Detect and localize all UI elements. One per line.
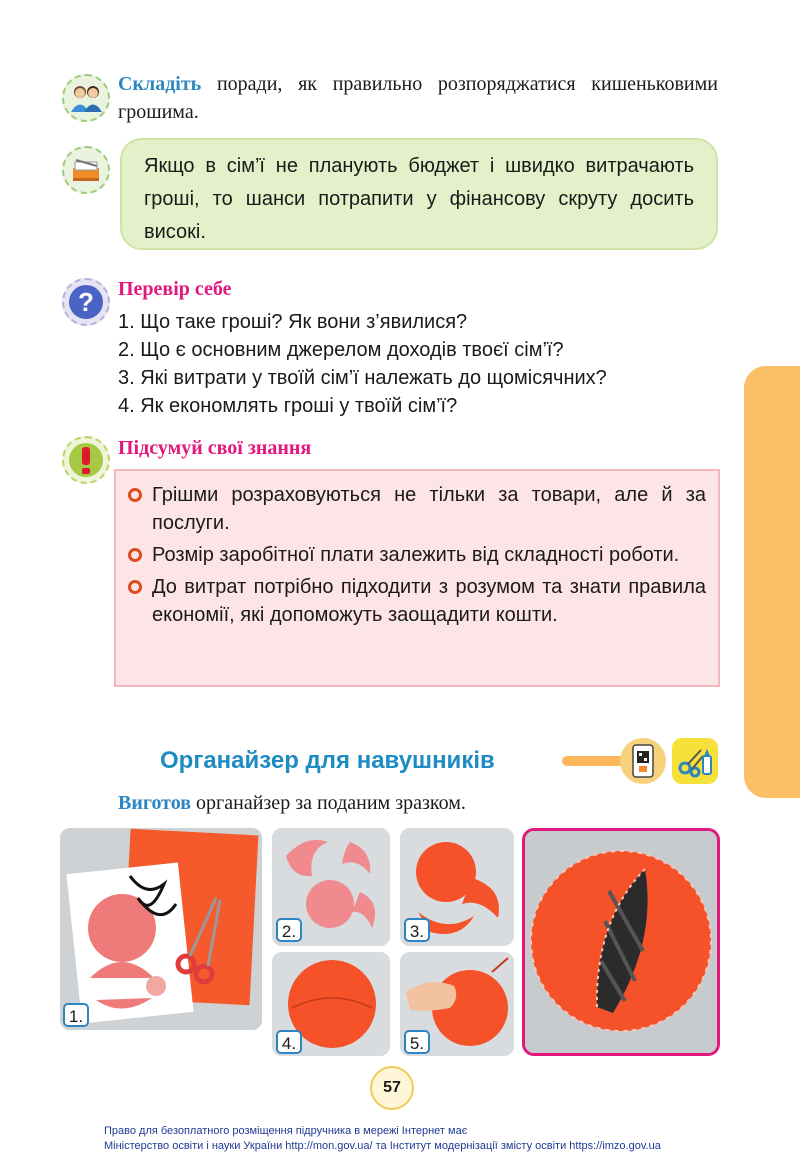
question-item: 4. Як економлять гроші у твоїй сім’ї? — [118, 395, 458, 417]
summary-item-text: Розмір заробітної плати залежить від складності роботи. — [152, 544, 680, 566]
summary-item — [128, 541, 706, 569]
summary-box — [114, 469, 720, 687]
compose-task-text: поради, як правильно розпоряджатися кишеньковими грошима. — [118, 73, 718, 123]
question-item: 1. Що таке гроші? Як вони з’явилися? — [118, 311, 468, 333]
notebook-icon — [62, 146, 110, 194]
bullet-icon — [128, 548, 142, 562]
craft-text: органайзер за поданим зразком. — [191, 792, 466, 814]
craft-instruction — [118, 792, 466, 815]
scissors-glue-icon — [672, 738, 718, 784]
check-yourself-heading: Перевір себе — [118, 278, 232, 300]
compose-task — [118, 70, 718, 126]
step-number: 3. — [404, 918, 430, 942]
question-list — [118, 308, 738, 420]
compose-task-lead: Складіть — [118, 73, 202, 95]
step-number: 5. — [404, 1030, 430, 1054]
summary-item — [128, 481, 706, 537]
step-number: 1. — [63, 1003, 89, 1027]
footer — [104, 1124, 764, 1154]
summary-item — [128, 573, 706, 629]
question-item: 3. Які витрати у твоїй сім’ї належать до щомісячних? — [118, 367, 607, 389]
step-number: 2. — [276, 918, 302, 942]
people-icon — [62, 74, 110, 122]
photo-finished-organizer — [522, 828, 720, 1056]
bullet-icon — [128, 488, 142, 502]
tip-text: Якщо в сім’ї не планують бюджет і швидко витрачають гроші, то шанси потрапити у фінансову скруту досить високі. — [144, 155, 694, 243]
summary-item-text: Грішми розраховуються не тільки за товари, але й за послуги. — [152, 484, 706, 534]
page-number: 57 — [370, 1066, 414, 1110]
question-icon: ? — [62, 278, 110, 326]
tip-box — [120, 138, 718, 250]
craft-title: Органайзер для навушників — [160, 747, 495, 774]
craft-lead: Виготов — [118, 792, 192, 814]
qr-phone-icon[interactable] — [620, 738, 666, 784]
photo-materials — [60, 828, 262, 1030]
bullet-icon — [128, 580, 142, 594]
summary-item-text: До витрат потрібно підходити з розумом та знати правила економії, які допоможуть заощадити кошти. — [152, 576, 706, 626]
side-tab — [744, 366, 800, 798]
step-number: 4. — [276, 1030, 302, 1054]
exclamation-icon — [62, 436, 110, 484]
footer-line: Міністерство освіти і науки України http://mon.gov.ua/ та Інститут модернізації змісту освіти https://imzo.gov.ua — [104, 1140, 661, 1152]
footer-line: Право для безоплатного розміщення підручника в мережі Інтернет має — [104, 1125, 468, 1137]
summary-heading: Підсумуй свої знання — [118, 437, 312, 459]
question-item: 2. Що є основним джерелом доходів твоєї сім’ї? — [118, 339, 564, 361]
